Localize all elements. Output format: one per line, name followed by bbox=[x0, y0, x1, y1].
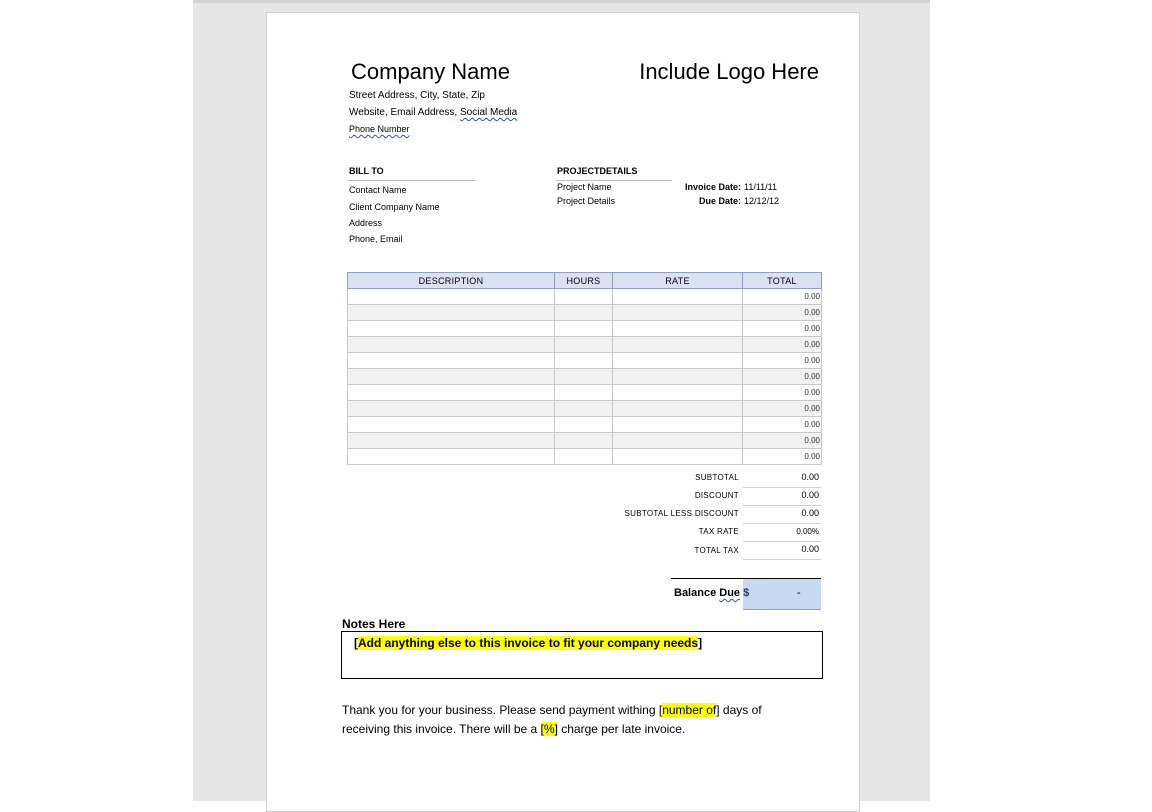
cell-total: 0.00 bbox=[743, 433, 822, 449]
total-tax-label: TOTAL TAX bbox=[694, 546, 739, 555]
cell-hours[interactable] bbox=[555, 401, 613, 417]
phone-number: Phone Number bbox=[349, 124, 410, 134]
cell-hours[interactable] bbox=[555, 321, 613, 337]
cell-total: 0.00 bbox=[743, 369, 822, 385]
cell-total: 0.00 bbox=[743, 417, 822, 433]
cell-description[interactable] bbox=[348, 289, 555, 305]
cell-rate[interactable] bbox=[613, 449, 743, 465]
table-row bbox=[348, 385, 822, 401]
cell-description[interactable] bbox=[348, 353, 555, 369]
notes-box[interactable] bbox=[341, 631, 823, 679]
percent-placeholder: [%] bbox=[540, 722, 558, 736]
social-media: Social Media bbox=[459, 107, 518, 118]
cell-rate[interactable] bbox=[613, 289, 743, 305]
subtotal-value: 0.00 bbox=[801, 472, 819, 482]
cell-description[interactable] bbox=[348, 449, 555, 465]
thank-you-text bbox=[342, 701, 762, 739]
cell-total: 0.00 bbox=[743, 449, 822, 465]
subtotal-less-discount-value: 0.00 bbox=[801, 508, 819, 518]
tax-rate-line bbox=[743, 541, 821, 542]
cell-hours[interactable] bbox=[555, 385, 613, 401]
cell-total: 0.00 bbox=[743, 353, 822, 369]
cell-description[interactable] bbox=[348, 385, 555, 401]
discount-label: DISCOUNT bbox=[694, 491, 739, 500]
thank-you-line-1 bbox=[342, 701, 762, 720]
notes-placeholder: Add anything else to this invoice to fit your company needs bbox=[358, 636, 699, 650]
cell-hours[interactable] bbox=[555, 369, 613, 385]
cell-description[interactable] bbox=[348, 433, 555, 449]
cell-rate[interactable] bbox=[613, 433, 743, 449]
balance-due-label bbox=[674, 587, 749, 599]
logo-placeholder: Include Logo Here bbox=[639, 59, 819, 84]
header-description: DESCRIPTION bbox=[348, 273, 555, 289]
bill-to-contact: Contact Name bbox=[349, 185, 407, 195]
total-tax-value: 0.00 bbox=[801, 544, 819, 554]
cell-total: 0.00 bbox=[743, 305, 822, 321]
cell-rate[interactable] bbox=[613, 353, 743, 369]
subtotal-line bbox=[743, 487, 821, 488]
cell-hours[interactable] bbox=[555, 449, 613, 465]
project-underline bbox=[556, 180, 672, 181]
table-row bbox=[348, 353, 822, 369]
cell-total: 0.00 bbox=[743, 385, 822, 401]
invoice-date-label: Invoice Date: bbox=[684, 182, 741, 192]
days-placeholder: number of bbox=[662, 703, 717, 717]
balance-value: - bbox=[797, 587, 801, 599]
cell-rate[interactable] bbox=[613, 369, 743, 385]
balance-box bbox=[743, 579, 821, 610]
cell-description[interactable] bbox=[348, 305, 555, 321]
company-name: Company Name bbox=[351, 59, 510, 84]
due-date-value: 12/12/12 bbox=[744, 196, 780, 206]
cell-description[interactable] bbox=[348, 401, 555, 417]
table-row bbox=[348, 337, 822, 353]
invoice-date-value: 11/11/11 bbox=[744, 182, 778, 192]
cell-rate[interactable] bbox=[613, 417, 743, 433]
bill-to-lines bbox=[349, 182, 440, 247]
table-row bbox=[348, 369, 822, 385]
header-hours: HOURS bbox=[555, 273, 613, 289]
table-row bbox=[348, 305, 822, 321]
notes-open-bracket: [ bbox=[354, 636, 358, 650]
cell-hours[interactable] bbox=[555, 433, 613, 449]
notes-text bbox=[354, 636, 702, 650]
balance-currency: $ bbox=[743, 587, 750, 599]
table-row bbox=[348, 401, 822, 417]
cell-rate[interactable] bbox=[613, 385, 743, 401]
bill-to-phone: Phone, Email bbox=[349, 234, 403, 244]
cell-rate[interactable] bbox=[613, 337, 743, 353]
subtotal-label: SUBTOTAL bbox=[695, 473, 739, 482]
cell-description[interactable] bbox=[348, 417, 555, 433]
table-row bbox=[348, 449, 822, 465]
cell-total: 0.00 bbox=[743, 321, 822, 337]
line-items-table bbox=[347, 272, 822, 465]
due-date-label: Due Date: bbox=[698, 196, 741, 206]
thanks-part3: receiving this invoice. There will be a bbox=[342, 722, 541, 736]
thanks-bracket-open: [ bbox=[658, 703, 663, 717]
cell-rate[interactable] bbox=[613, 401, 743, 417]
table-row bbox=[348, 433, 822, 449]
discount-line bbox=[743, 505, 821, 506]
cell-hours[interactable] bbox=[555, 305, 613, 321]
cell-description[interactable] bbox=[348, 369, 555, 385]
thank-you-line-2 bbox=[342, 720, 762, 739]
thanks-part4: charge per late invoice. bbox=[557, 722, 686, 736]
contact-prefix: Website, Email Address, bbox=[349, 107, 458, 118]
table-header-row bbox=[348, 273, 822, 289]
cell-hours[interactable] bbox=[555, 337, 613, 353]
bill-to-underline bbox=[347, 180, 475, 181]
cell-hours[interactable] bbox=[555, 289, 613, 305]
thanks-part2: days of bbox=[719, 703, 762, 717]
contact-line bbox=[349, 107, 517, 118]
cell-description[interactable] bbox=[348, 321, 555, 337]
bill-to-title: BILL TO bbox=[349, 166, 384, 176]
cell-rate[interactable] bbox=[613, 321, 743, 337]
cell-total: 0.00 bbox=[743, 401, 822, 417]
bill-to-company: Client Company Name bbox=[349, 202, 440, 212]
project-title: PROJECTDETAILS bbox=[557, 166, 638, 176]
table-row bbox=[348, 289, 822, 305]
cell-total: 0.00 bbox=[743, 337, 822, 353]
bill-to-address: Address bbox=[349, 218, 383, 228]
notes-close-bracket: ] bbox=[698, 636, 703, 650]
header-total: TOTAL bbox=[743, 273, 822, 289]
tax-rate-value[interactable]: 0.00% bbox=[796, 527, 819, 536]
table-row bbox=[348, 321, 822, 337]
cell-total: 0.00 bbox=[743, 289, 822, 305]
cell-description[interactable] bbox=[348, 337, 555, 353]
cell-hours[interactable] bbox=[555, 353, 613, 369]
thanks-bracket-close: ] bbox=[716, 703, 720, 717]
balance-due-word: Due bbox=[719, 587, 741, 599]
subtotal-less-discount-label: SUBTOTAL LESS DISCOUNT bbox=[624, 509, 739, 518]
total-tax-line bbox=[743, 559, 821, 560]
address-line: Street Address, City, State, Zip bbox=[349, 90, 485, 101]
table-row bbox=[348, 417, 822, 433]
notes-title: Notes Here bbox=[342, 617, 406, 631]
balance-prefix: Balance bbox=[674, 587, 717, 599]
header-rate: RATE bbox=[613, 273, 743, 289]
project-name: Project Name bbox=[557, 182, 612, 192]
project-details: Project Details bbox=[557, 196, 616, 206]
thanks-part1: Thank you for your business. Please send payment withing bbox=[342, 703, 659, 717]
cell-hours[interactable] bbox=[555, 417, 613, 433]
invoice-page bbox=[266, 12, 860, 812]
less-discount-line bbox=[743, 523, 821, 524]
cell-rate[interactable] bbox=[613, 305, 743, 321]
tax-rate-label: TAX RATE bbox=[698, 527, 739, 536]
ruler-edge bbox=[193, 0, 930, 3]
discount-value[interactable]: 0.00 bbox=[801, 490, 819, 500]
